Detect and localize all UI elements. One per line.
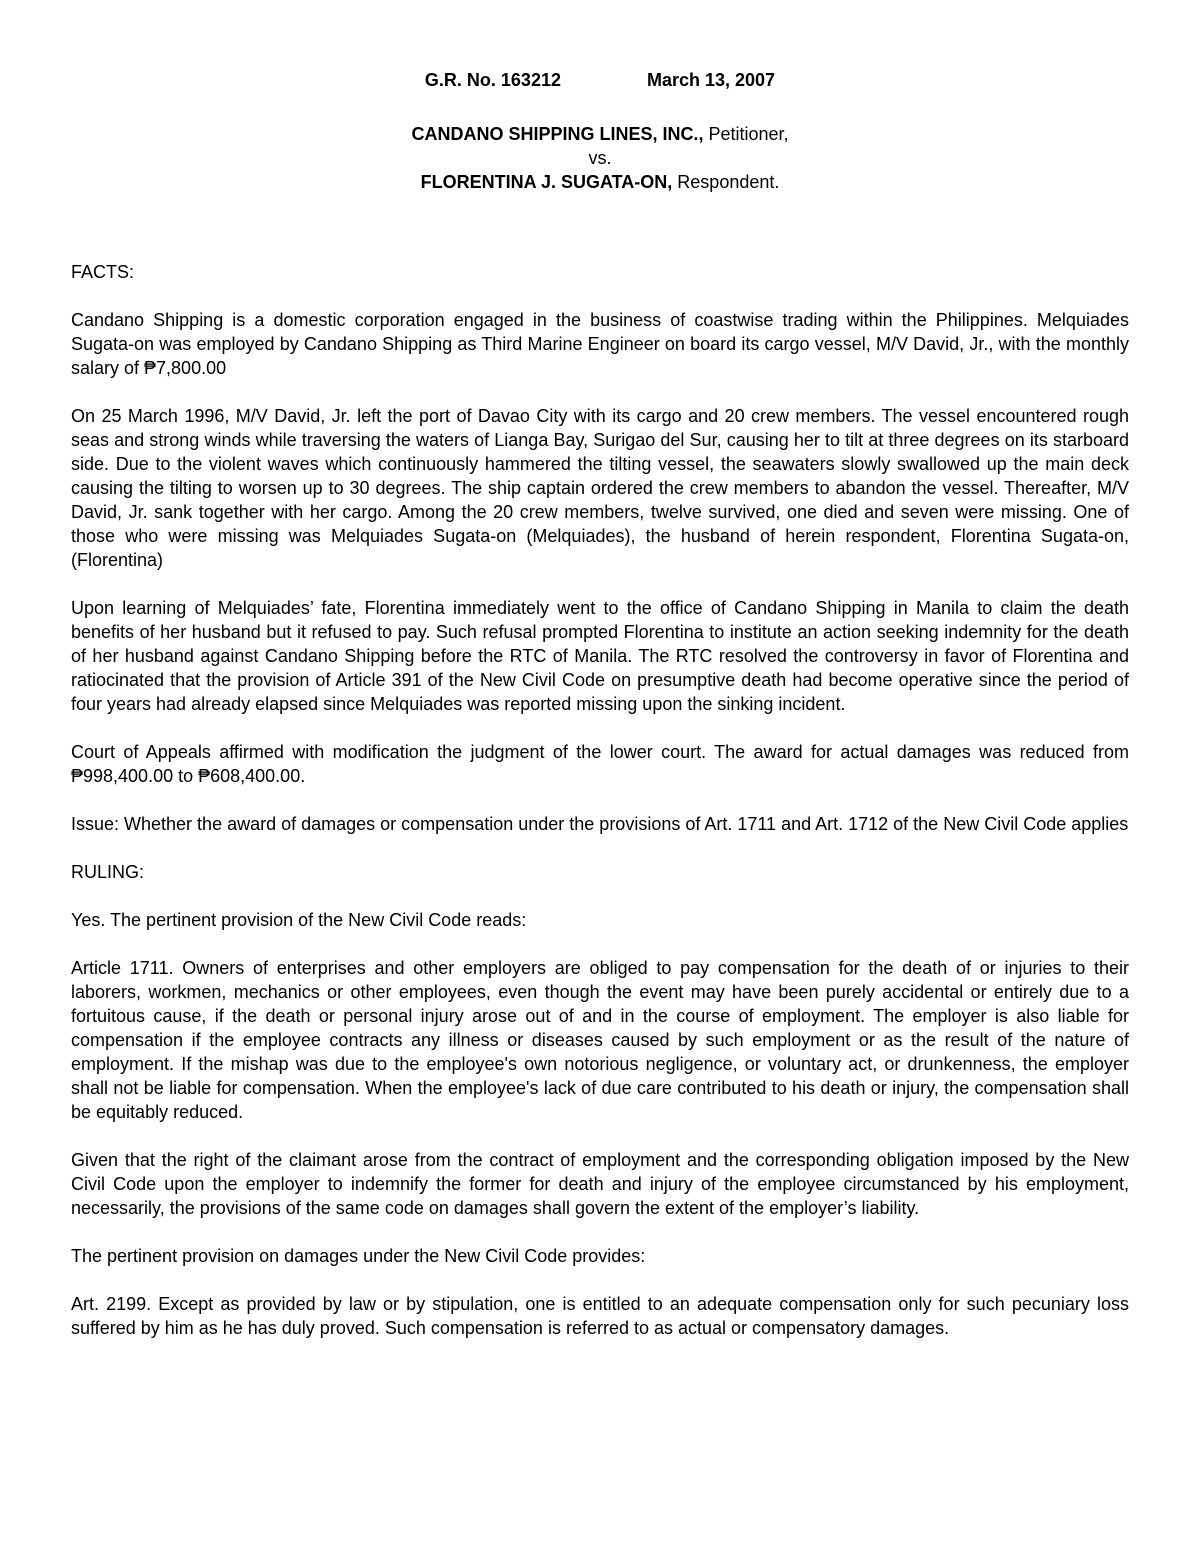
issue-paragraph: Issue: Whether the award of damages or compensation under the provisions of Art. 1711 and Art. 1712 of the New Civil Code applies: [71, 814, 1129, 834]
petitioner-role: Petitioner,: [703, 124, 789, 144]
petitioner-name: CANDANO SHIPPING LINES, INC.,: [411, 124, 704, 144]
document-page: [71, 68, 1129, 1364]
ruling-paragraph-3: Given that the right of the claimant arose from the contract of employment and the corresponding obligation imposed by the New Civil Code upon the employer to indemnify the former for death and injury of the employee circumstanced by his employment, necessarily, the provisions of the same code on damages shall govern the extent of the employer’s liability.: [71, 1150, 1129, 1218]
respondent-line: [71, 170, 1129, 194]
facts-paragraph-3: Upon learning of Melquiades’ fate, Florentina immediately went to the office of Candano Shipping in Manila to claim the death benefits of her husband but it refused to pay. Such refusal prompted Florentina to institute an action seeking indemnity for the death of her husband against Candano Shipping before the RTC of Manila. The RTC resolved the controversy in favor of Florentina and ratiocinated that the provision of Article 391 of the New Civil Code on presumptive death had become operative since the period of four years had already elapsed since Melquiades was reported missing upon the sinking incident.: [71, 598, 1129, 714]
ruling-paragraph-2: Article 1711. Owners of enterprises and other employers are obliged to pay compensation for the death of or injuries to their laborers, workmen, mechanics or other employees, even though the event may have been purely accidental or entirely due to a fortuitous cause, if the death or personal injury arose out of and in the course of employment. The employer is also liable for compensation if the employee contracts any illness or diseases caused by such employment or as the result of the nature of employment. If the mishap was due to the employee's own notorious negligence, or voluntary act, or drunkenness, the employer shall not be liable for compensation. When the employee's lack of due care contributed to his death or injury, the compensation shall be equitably reduced.: [71, 958, 1129, 1122]
case-date: March 13, 2007: [646, 70, 776, 90]
ruling-paragraph-4: The pertinent provision on damages under the New Civil Code provides:: [71, 1246, 646, 1266]
case-number: G.R. No. 163212: [424, 70, 561, 90]
ruling-paragraph-1: Yes. The pertinent provision of the New Civil Code reads:: [71, 910, 527, 930]
facts-paragraph-4: Court of Appeals affirmed with modification the judgment of the lower court. The award for actual damages was reduced from ₱998,400.00 to ₱608,400.00.: [71, 742, 1129, 786]
facts-paragraph-1: Candano Shipping is a domestic corporation engaged in the business of coastwise trading within the Philippines. Melquiades Sugata-on was employed by Candano Shipping as Third Marine Engineer on board its cargo vessel, M/V David, Jr., with the monthly salary of ₱7,800.00: [71, 310, 1129, 378]
versus-line: vs.: [588, 148, 612, 168]
ruling-paragraph-5: Art. 2199. Except as provided by law or by stipulation, one is entitled to an adequate compensation only for such pecuniary loss suffered by him as he has duly proved. Such compensation is referred to as actual or compensatory damages.: [71, 1294, 1129, 1338]
respondent-role: Respondent.: [672, 172, 780, 192]
case-header: [71, 68, 1129, 92]
facts-heading: FACTS:: [71, 262, 135, 282]
facts-paragraph-2: On 25 March 1996, M/V David, Jr. left the port of Davao City with its cargo and 20 crew members. The vessel encountered rough seas and strong winds while traversing the waters of Lianga Bay, Surigao del Sur, causing her to tilt at three degrees on its starboard side. Due to the violent waves which continuously hammered the tilting vessel, the seawaters slowly swallowed up the main deck causing the tilting to worsen up to 30 degrees. The ship captain ordered the crew members to abandon the vessel. Thereafter, M/V David, Jr. sank together with her cargo. Among the 20 crew members, twelve survived, one died and seven were missing. One of those who were missing was Melquiades Sugata-on (Melquiades), the husband of herein respondent, Florentina Sugata-on, (Florentina): [71, 406, 1129, 570]
respondent-name: FLORENTINA J. SUGATA-ON,: [420, 172, 673, 192]
case-parties: [71, 122, 1129, 194]
document-body: [71, 260, 1129, 1340]
petitioner-line: [71, 122, 1129, 146]
ruling-heading: RULING:: [71, 862, 145, 882]
